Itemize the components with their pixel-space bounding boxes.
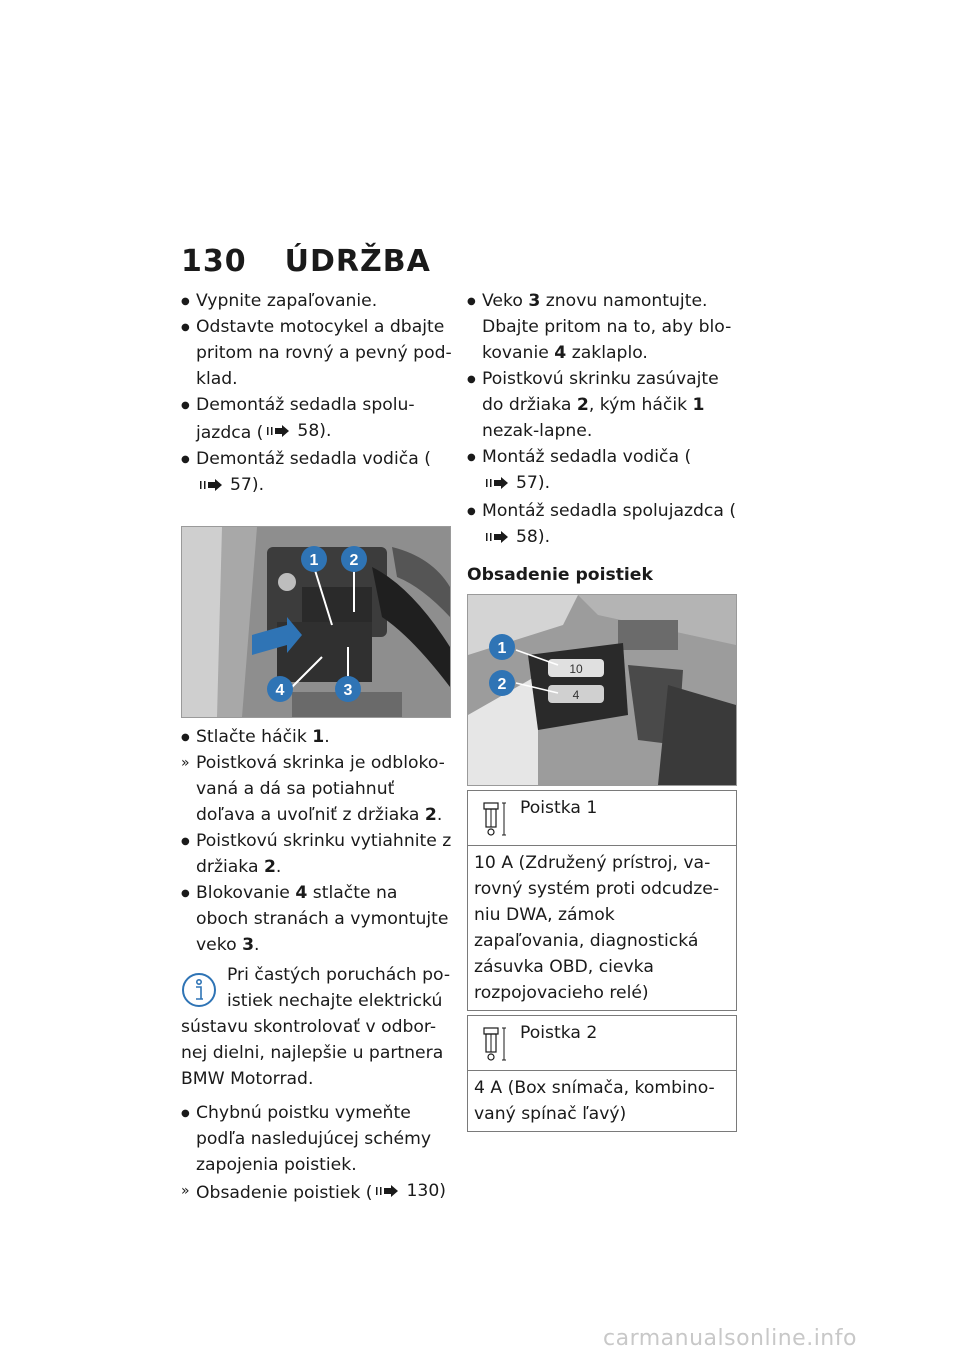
fuse-icon xyxy=(480,799,510,839)
bullet-icon xyxy=(181,724,195,753)
bullet-icon xyxy=(467,288,481,317)
callout-label: 2 xyxy=(497,676,507,693)
page-reference[interactable]: 57). xyxy=(482,470,550,496)
fuse-description: 4 A (Box snímača, kombino-vaný spínač ľavý) xyxy=(474,1078,715,1124)
page-reference-arrow-icon xyxy=(484,530,510,544)
page-header xyxy=(181,244,431,279)
bullet-icon xyxy=(181,446,195,475)
fuse-label: Poistka 1 xyxy=(520,798,598,818)
list-item: ● Chybnú poistku vymeňte podľa nasledujúcej schémy zapojenia poistiek. xyxy=(181,1100,453,1178)
fuse-label: Poistka 2 xyxy=(520,1023,598,1043)
page-reference[interactable]: 130) xyxy=(372,1178,446,1204)
bullet-icon xyxy=(467,444,481,473)
fuse-assignment-illustration xyxy=(468,595,736,785)
list-item: ● Odstavte motocykel a dbajte pritom na rovný a pevný pod-klad. xyxy=(181,314,453,392)
page-reference-arrow-icon xyxy=(484,476,510,490)
fuse-table-header xyxy=(468,1016,736,1071)
page-reference-arrow-icon xyxy=(198,478,224,492)
list-item: ● Montáž sedadla spolujazdca ( 58). xyxy=(467,498,739,552)
list-item: ● Veko 3 znovu namontujte. Dbajte pritom na to, aby blo-kovanie 4 zaklaplo. xyxy=(467,288,739,366)
fuse-box-illustration xyxy=(182,527,450,717)
list-item: ● Poistkovú skrinku vytiahnite z držiaka 2. xyxy=(181,828,453,880)
info-note xyxy=(181,962,453,1092)
section-title: ÚDRŽBA xyxy=(284,244,431,279)
fuse-description: 10 A (Združený prístroj, va-rovný systém proti odcudze-niu DWA, zámok zapaľovania, diagnostická zásuvka OBD, cievka rozpojovacieho relé) xyxy=(474,853,720,1003)
bullet-icon xyxy=(181,392,195,421)
callout-label: 3 xyxy=(343,682,353,699)
list-item: ● Demontáž sedadla vodiča ( 57). xyxy=(181,446,453,500)
result-arrow-icon: » xyxy=(181,755,190,771)
bullet-icon xyxy=(467,366,481,395)
note-text-rest: sústavu skontrolovať v odbor-nej dielni, najlepšie u partnera BMW Motorrad. xyxy=(181,1017,444,1089)
list-item: ● Stlačte háčik 1. xyxy=(181,724,453,750)
page-reference-arrow-icon xyxy=(374,1184,400,1198)
list-item: ● Poistkovú skrinku zasúvajte do držiaka 2, kým háčik 1 nezak-lapne. xyxy=(467,366,739,444)
bullet-icon xyxy=(467,498,481,527)
bullet-icon xyxy=(181,288,195,317)
list-item: ● Demontáž sedadla spolu-jazdca ( 58). xyxy=(181,392,453,446)
note-text-first: Pri častých poruchách po-istiek nechajte elektrickú xyxy=(227,965,451,1011)
fuse-table xyxy=(467,1015,737,1132)
bullet-icon xyxy=(181,1100,195,1129)
callout-label: 1 xyxy=(497,640,507,657)
page-number: 130 xyxy=(181,244,247,279)
fuse-table-header xyxy=(468,791,736,846)
result-arrow-icon: » xyxy=(181,1183,190,1199)
fuse-value-label: 10 xyxy=(569,662,583,676)
page-reference-arrow-icon xyxy=(265,424,291,438)
bullet-icon xyxy=(181,828,195,857)
left-column xyxy=(181,288,453,1206)
fuse-table xyxy=(467,790,737,1011)
callout-label: 2 xyxy=(349,552,359,569)
watermark: carmanualsonline.info xyxy=(603,1326,857,1351)
list-item: ● Vypnite zapaľovanie. xyxy=(181,288,453,314)
fuse-box-removal-photo xyxy=(181,526,451,718)
page-reference[interactable]: 58). xyxy=(263,418,331,444)
fuse-assignment-photo xyxy=(467,594,737,786)
callout-label: 4 xyxy=(275,682,285,699)
page-reference[interactable]: 57). xyxy=(196,472,264,498)
page-reference[interactable]: 58). xyxy=(482,524,550,550)
callout-label: 1 xyxy=(309,552,319,569)
list-item: ● Montáž sedadla vodiča ( 57). xyxy=(467,444,739,498)
bullet-icon xyxy=(181,314,195,343)
right-column xyxy=(467,288,739,1132)
fuse-value-label: 4 xyxy=(572,688,580,702)
fuse-icon xyxy=(480,1024,510,1064)
subsection-heading: Obsadenie poistiek xyxy=(467,565,653,585)
list-item: ● Blokovanie 4 stlačte na oboch stranách a vymontujte veko 3. xyxy=(181,880,453,958)
info-icon xyxy=(181,972,217,1008)
result-item: » Obsadenie poistiek ( 130) xyxy=(181,1178,453,1206)
bullet-icon xyxy=(181,880,195,909)
result-item: » Poistková skrinka je odbloko-vaná a dá sa potiahnuť doľava a uvoľniť z držiaka 2. xyxy=(181,750,453,828)
